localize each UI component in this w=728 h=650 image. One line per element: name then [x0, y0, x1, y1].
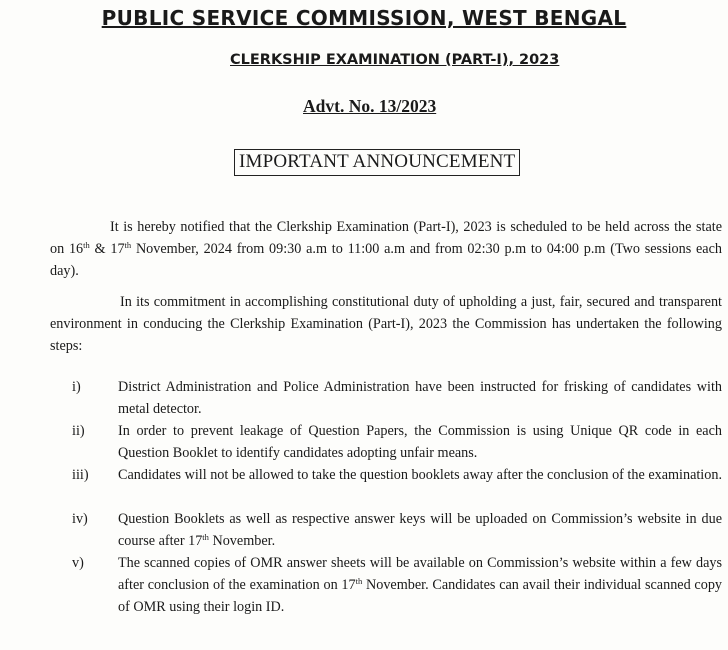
step-text: Candidates will not be allowed to take the question booklets away after the conclusion of the examination.	[118, 467, 722, 483]
organization-title: PUBLIC SERVICE COMMISSION, WEST BENGAL	[101, 6, 627, 30]
step-text-a: The scanned copies of OMR answer sheets will be available on Commission’s website within a few days after conclusion of the examination on 17	[118, 555, 722, 593]
step-number: iii)	[72, 467, 89, 483]
step-text: District Administration and Police Administration have been instructed for frisking of candidates with metal detector.	[118, 379, 722, 417]
step-number: iv)	[72, 511, 88, 527]
step-text-b: November.	[208, 533, 276, 549]
schedule-text-b: & 17	[89, 241, 125, 257]
step-text	[118, 508, 722, 552]
advertisement-number: Advt. No. 13/2023	[303, 96, 437, 116]
step-number: ii)	[72, 423, 85, 439]
commitment-paragraph: In its commitment in accomplishing constitutional duty of upholding a just, fair, secured and transparent environment in conducing the Clerkship Examination (Part-I), 2023 the Commission has undertaken the following steps:	[50, 294, 722, 354]
exam-title: CLERKSHIP EXAMINATION (PART-I), 2023	[230, 52, 560, 68]
announcement-heading: IMPORTANT ANNOUNCEMENT	[234, 149, 520, 176]
step-text	[118, 552, 722, 618]
ordinal-suffix: th	[355, 576, 363, 586]
step-number: i)	[72, 379, 81, 395]
step-text-b: November. Candidates can avail their individual scanned copy of OMR using their login ID.	[118, 577, 723, 615]
schedule-text-c: November, 2024 from 09:30 a.m to 11:00 a.m and from 02:30 p.m to 04:00 p.m (Two sessions each day).	[50, 241, 722, 279]
step-text: In order to prevent leakage of Question Papers, the Commission is using Unique QR code in each Question Booklet to identify candidates adopting unfair means.	[118, 423, 722, 461]
ordinal-suffix: th	[124, 240, 132, 250]
step-number: v)	[72, 555, 84, 571]
ordinal-suffix: th	[83, 240, 90, 250]
step-text-a: Question Booklets as well as respective answer keys will be uploaded on Commission’s website in due course after 17	[118, 511, 722, 549]
schedule-text-a: It is hereby notified that the Clerkship Examination (Part-I), 2023 is scheduled to be held across the state on 16	[50, 219, 722, 257]
ordinal-suffix: th	[202, 532, 209, 542]
schedule-paragraph	[50, 216, 722, 282]
